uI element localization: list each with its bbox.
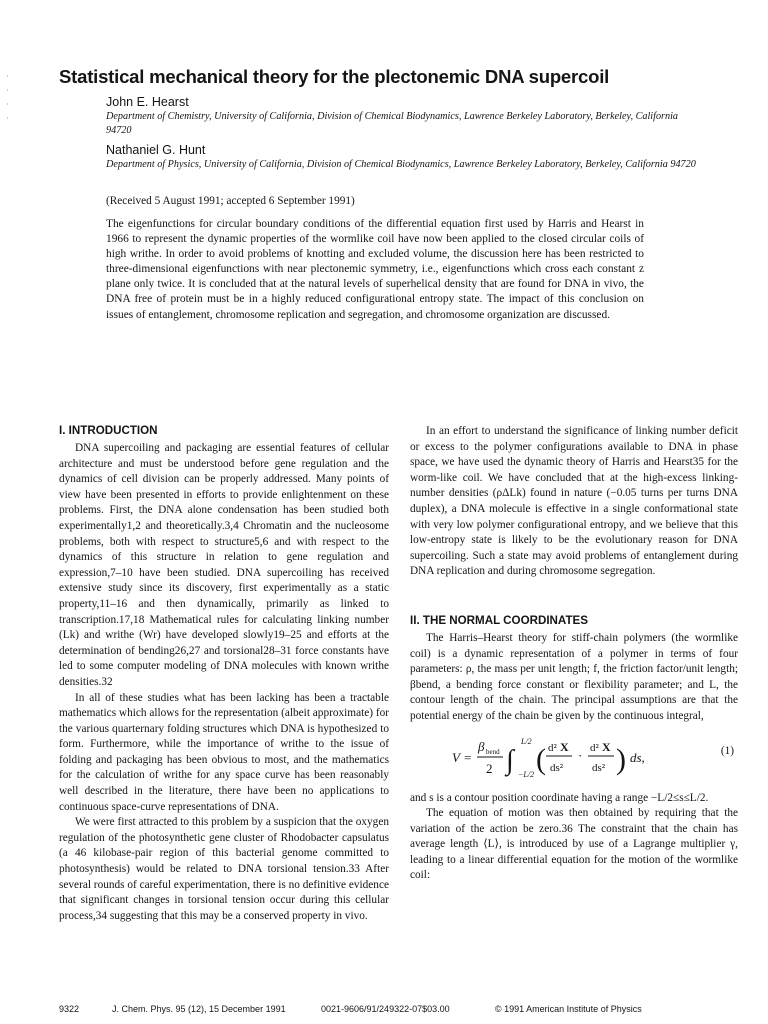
svg-text:2: 2 <box>486 760 493 776</box>
section-heading-normal-coordinates: II. THE NORMAL COORDINATES <box>410 613 588 627</box>
paper-title: Statistical mechanical theory for the plectonemic DNA supercoil <box>59 66 610 87</box>
svg-text:ds,: ds, <box>630 749 645 765</box>
svg-text:d²: d² <box>590 741 599 754</box>
svg-text:): ) <box>616 742 626 776</box>
author-1-affiliation: Department of Chemistry, University of California, Division of Chemical Biodynamics, Lawrence Berkeley Laboratory, Berkeley, California 94720 <box>106 111 679 136</box>
svg-text:d²: d² <box>548 741 557 754</box>
author-2-name: Nathaniel G. Hunt <box>106 143 206 157</box>
footer-copyright: © 1991 American Institute of Physics <box>495 1004 642 1014</box>
page-footer <box>59 1004 739 1018</box>
svg-text:−L/2: −L/2 <box>518 769 535 779</box>
right-column <box>410 424 738 884</box>
received-dates: (Received 5 August 1991; accepted 6 September 1991) <box>106 195 355 207</box>
normal-paragraph-1: The Harris–Hearst theory for stiff-chain polymers (the wormlike coil) is a dynamic representation of a polymer in terms of four parameters: ρ, the mass per unit length; f, the friction factor/unit length; βbend, a bending force constant or flexibility parameter; and L, the contour length of the chain. The principal assumptions are that the potential energy of the chain be given by the continuous integral, <box>410 631 738 722</box>
left-column <box>59 424 389 924</box>
svg-text:·: · <box>578 747 583 763</box>
svg-text:ds²: ds² <box>550 761 564 774</box>
author-2-affiliation: Department of Physics, University of California, Division of Chemical Biodynamics, Lawrence Berkeley Laboratory, Berkeley, California 94720 <box>106 159 696 170</box>
svg-text:V: V <box>452 749 460 765</box>
svg-text:ds²: ds² <box>592 761 606 774</box>
svg-text:L/2: L/2 <box>521 736 532 746</box>
svg-text:bend: bend <box>486 747 500 756</box>
svg-text:β: β <box>478 738 485 754</box>
normal-paragraph-3: The equation of motion was then obtained by requiring that the variation of the action be zero.36 The constraint that the chain has average length ⟨L⟩, is introduced by use of a Lagrange multiplier γ, leading to a linear differential equation for the motion of the wormlike coil: <box>410 807 738 882</box>
footer-page-number: 9322 <box>59 1004 80 1014</box>
intro-paragraph-2: In all of these studies what has been lacking has been a tractable mathematics which allows for the representation (albeit approximate) for the various quarternary folding structures which DNA is hypothesized to form. Furthermore, while the importance of writhe to the issue of folding and packaging has been obvious to most, and the mathematics for the calculation of writhe for any space curve has been reasonably well described in the literature, there have been no applications to continuous space-curve representations of DNA. <box>59 691 389 813</box>
svg-text:(: ( <box>536 742 546 776</box>
footer-article-code: 0021-9606/91/249322-07$03.00 <box>321 1004 450 1014</box>
author-1-name: John E. Hearst <box>106 95 189 109</box>
footer-journal-citation: J. Chem. Phys. 95 (12), 15 December 1991 <box>112 1004 286 1014</box>
intro-paragraph-4: In an effort to understand the significance of linking number deficit or excess to the polymer configurations available to DNA in phase space, we have used the dynamic theory of Harris and Hearst35 for the worm-like coil. We have concluded that at the high-excess linking-number densities (ρΔLk) found in nature (−0.05 turns per turns DNA duplex), a DNA molecule is effective in a single conformational state with very low polymer configurational entropy, and we believe that this low-entropy state is likely to be the evolutionary reason for DNA supercoiling. Such a state may avoid problems of entanglement during DNA replication and during chromosome segregation. <box>410 425 738 578</box>
equation-1-formula <box>410 727 710 787</box>
margin-marks: · · · · <box>6 72 9 123</box>
intro-paragraph-1: DNA supercoiling and packaging are essential features of cellular architecture and must be understood before gene regulation and the dynamics of cell division can be properly addressed. Many points of view have been presented in efforts to provide enlightenment on these problems. First, the DNA alone condensation has been studied both experimentally1,2 and theoretically.3,4 Chromatin and the nucleosome problems, both with respect to structure5,6 and with respect to the dynamics of this structure in relation to gene regulation and expression,7–10 have been studied. DNA supercoiling has received extensive study since its discovery, first experimentally as a static property,11–16 and then dynamically, primarily as linked to transcription.17,18 Mathematical rules for calculating linking number (Lk) and writhe (Wr) have developed slowly19–25 and efforts at the determination of bending26,27 and torsional28–31 force constants have led to some computer modeling of DNA molecules with known writhe densities.32 <box>59 442 389 688</box>
normal-paragraph-2: and s is a contour position coordinate having a range −L/2≤s≤L/2. <box>410 791 709 804</box>
section-spacer <box>410 580 738 614</box>
section-heading-introduction: I. INTRODUCTION <box>59 424 158 437</box>
intro-paragraph-3: We were first attracted to this problem by a suspicion that the oxygen regulation of the photosynthetic gene cluster of Rhodobacter capsulatus (a 46 kilobase-pair region of this bacterial genome committed to photosynthesis) would be related to DNA torsional tension.33 After several rounds of careful experimentation, there is no definitive evidence that significant changes in torsional tension occur during this cellular process,34 suggesting that this may be a conserved property in vivo. <box>59 816 389 922</box>
abstract-text: The eigenfunctions for circular boundary conditions of the differential equation first used by Harris and Hearst in 1966 to represent the dynamic properties of the wormlike coil have now been applied to the closed circular coils of high writhe. In order to avoid problems of knotting and excluded volume, the discussion here has been restricted to three-dimensional eigenfunctions with near plectonemic symmetry, i.e., eigenfunctions which cross each constant z plane only twice. It is concluded that at the natural levels of superhelical density that are found for DNA in vivo, the DNA free of protein must be in a highly reduced configurational entropy state. The impact of this conclusion on issues of entanglement, chromosome replication and segregation, and chromosome organization are discussed. <box>106 218 644 321</box>
svg-text:X: X <box>602 739 611 754</box>
svg-text:∫: ∫ <box>506 744 514 776</box>
equation-1 <box>410 727 738 787</box>
equation-1-number: (1) <box>720 744 734 757</box>
abstract <box>106 217 644 323</box>
svg-text:X: X <box>560 739 569 754</box>
svg-text:=: = <box>464 749 472 765</box>
